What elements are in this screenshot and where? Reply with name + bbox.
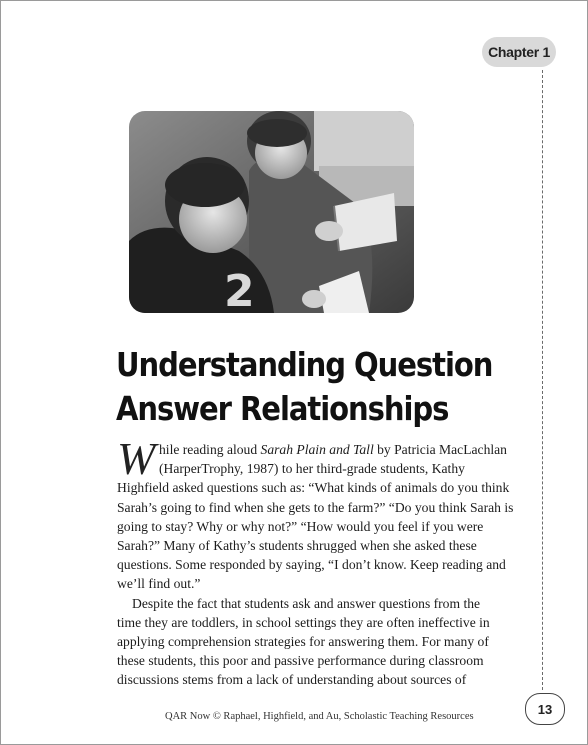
paragraph-2-line: these students, this poor and passive performance during classroom — [117, 653, 484, 669]
photo-two-boys-reading — [129, 111, 414, 313]
paragraph-2-line: time they are toddlers, in school settings they are often ineffective in — [117, 614, 490, 630]
drop-cap: W — [117, 433, 156, 484]
paragraph-2-line: applying comprehension strategies for answering them. For many of — [117, 633, 489, 649]
book-title: Sarah Plain and Tall — [260, 442, 374, 457]
chapter-tab: Chapter 1 — [482, 37, 556, 67]
page-number-badge: 13 — [525, 693, 565, 725]
paragraph-1-line: going to stay? Why or why not?” “How would you feel if you were — [117, 518, 484, 534]
svg-text:2: 2 — [224, 266, 255, 313]
body-text — [117, 440, 517, 689]
title-line-1: Understanding Question — [116, 345, 493, 384]
page-title — [116, 343, 493, 431]
photo-illustration — [129, 111, 414, 313]
paragraph-1-line: (HarperTrophy, 1987) to her third-grade students, Kathy — [159, 461, 465, 477]
title-line-2: Answer Relationships — [116, 389, 449, 428]
margin-dashed-rule — [542, 70, 543, 690]
paragraph-1-line: we’ll find out.” — [117, 576, 201, 592]
paragraph-2-line: Despite the fact that students ask and answer questions from the — [132, 595, 481, 611]
paragraph-1-line: Highfield asked questions such as: “What kinds of animals do you think — [117, 480, 510, 496]
line-text: hile reading aloud Sarah Plain and Tall by Patricia MacLachlan — [159, 442, 507, 457]
paragraph-1-line: Sarah’s going to find when she gets to the farm?” “Do you think Sarah is — [117, 499, 514, 515]
paragraph-1-line: questions. Some responded by saying, “I don’t know. Keep reading and — [117, 557, 506, 573]
footer-credit: QAR Now © Raphael, Highfield, and Au, Scholastic Teaching Resources — [165, 711, 474, 722]
paragraph-1-line: Sarah?” Many of Kathy’s students shrugged when she asked these — [117, 537, 477, 553]
paragraph-1-line — [117, 440, 517, 459]
paragraph-2-line: discussions stems from a lack of understanding about sources of — [117, 672, 467, 688]
